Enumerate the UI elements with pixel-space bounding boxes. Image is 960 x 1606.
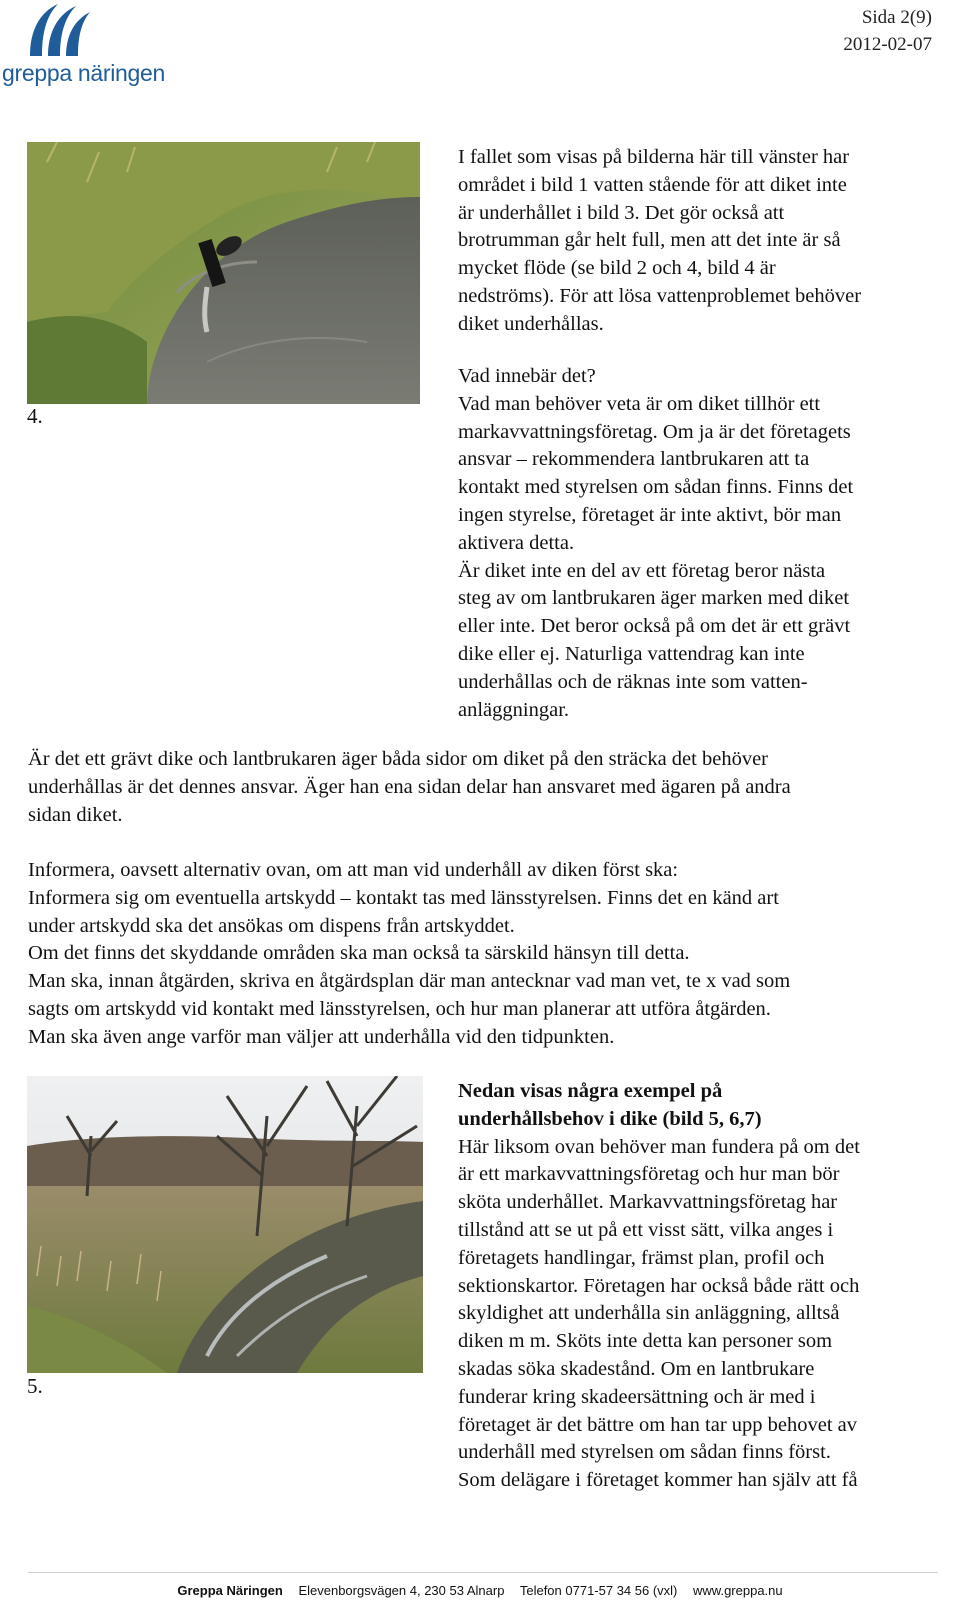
footer-company: Greppa Näringen (177, 1583, 283, 1598)
text-line: underhållas är det dennes ansvar. Äger han ena sidan delar han ansvaret med ägaren på andra (28, 775, 791, 798)
text-line: I fallet som visas på bilderna här till vänster har (458, 146, 850, 168)
text-line: nedströms). För att lösa vattenproblemet behöver (458, 284, 862, 307)
text-line: aktivera detta. (458, 531, 575, 554)
examples-section (458, 1078, 938, 1495)
photo-ditch (27, 1076, 423, 1373)
text-line: tillstånd att se ut på ett visst sätt, vilka anges i (458, 1218, 834, 1241)
text-line: anläggningar. (458, 698, 570, 721)
text-line: skadas söka skadestånd. Om en lantbrukare (458, 1357, 815, 1380)
text-line: sidan diket. (28, 803, 123, 826)
document-date: 2012-02-07 (843, 34, 932, 55)
text-line: sagts om artskydd vid kontakt med länsstyrelsen, och hur man planerar att utföra åtgärden. (28, 997, 771, 1020)
footer-phone: Telefon 0771-57 34 56 (vxl) (519, 1583, 678, 1598)
text-line: eller inte. Det beror också på om det är ett grävt (458, 615, 851, 638)
text-line: är ett markavvattningsföretag och hur man bör (458, 1163, 840, 1186)
text-line: underhåll med styrelsen om sådan finns först. (458, 1441, 831, 1464)
text-line: underhållas och de räknas inte som vatten- (458, 670, 808, 693)
text-line: mycket flöde (se bild 2 och 4, bild 4 är (458, 257, 776, 280)
logo-text: greppa näringen (2, 60, 166, 86)
text-line: dike eller ej. Naturliga vattendrag kan inte (458, 642, 805, 665)
text-line: kontakt med styrelsen om sådan finns. Finns det (458, 476, 854, 499)
text-line: steg av om lantbrukaren äger marken med diket (458, 587, 850, 610)
footer-website: www.greppa.nu (693, 1583, 783, 1598)
text-line: området i bild 1 vatten stående för att diket inte (458, 173, 847, 196)
footer (0, 1583, 960, 1598)
footer-divider (28, 1572, 938, 1573)
page-info (843, 4, 932, 58)
text-line: brotrumman går helt full, men att det inte är så (458, 229, 841, 252)
text-line: Vad man behöver veta är om diket tillhör ett (458, 392, 821, 415)
text-line: ingen styrelse, företaget är inte aktivt, bör man (458, 503, 842, 526)
greppa-logo (2, 0, 172, 92)
text-line: Man ska även ange varför man väljer att underhålla vid den tidpunkten. (28, 1025, 615, 1048)
page-number: Sida 2(9) (861, 7, 932, 28)
text-line: Informera, oavsett alternativ ovan, om att man vid underhåll av diken först ska: (28, 859, 679, 881)
text-line: markavvattningsföretag. Om ja är det företagets (458, 420, 851, 443)
text-line: Är diket inte en del av ett företag beror nästa (458, 559, 826, 582)
text-line: Vad innebär det? (458, 365, 596, 387)
intro-paragraph (458, 144, 938, 339)
text-line: Informera sig om eventuella artskydd – kontakt tas med länsstyrelsen. Finns det en känd art (28, 886, 779, 909)
text-line: företaget är det bättre om han tar upp behovet av (458, 1413, 858, 1436)
text-line: diket underhållas. (458, 312, 604, 335)
section-heading: underhållsbehov i dike (bild 5, 6,7) (458, 1107, 762, 1130)
inform-paragraph (28, 857, 938, 1052)
text-line: Om det finns det skyddande områden ska man också ta särskild hänsyn till detta. (28, 942, 690, 965)
text-line: är underhållet i bild 3. Det gör också att (458, 201, 785, 224)
section-heading: Nedan visas några exempel på (458, 1080, 723, 1102)
text-line: diken m m. Sköts inte detta kan personer som (458, 1330, 833, 1353)
text-line: Man ska, innan åtgärden, skriva en åtgärdsplan där man antecknar vad man vet, te x vad som (28, 970, 791, 993)
text-line: sköta underhållet. Markavvattningsföretag har (458, 1191, 838, 1214)
text-line: funderar kring skadeersättning och är med i (458, 1385, 816, 1408)
figure-4-label: 4. (27, 404, 43, 428)
text-line: under artskydd ska det ansökas om dispens från artskyddet. (28, 914, 515, 937)
text-line: sektionskartor. Företagen har också både rätt och (458, 1274, 860, 1297)
text-line: företagets handlingar, främst plan, profil och (458, 1246, 825, 1269)
greppa-wave-icon (24, 0, 94, 60)
text-line: Som delägare i företaget kommer han själv att få (458, 1469, 858, 1492)
responsibility-paragraph (458, 363, 938, 724)
ownership-paragraph (28, 746, 938, 829)
text-line: Är det ett grävt dike och lantbrukaren äger båda sidor om diket på den sträcka det behöver (28, 748, 768, 770)
text-line: ansvar – rekommendera lantbrukaren att ta (458, 448, 810, 471)
figure-5-label: 5. (27, 1374, 43, 1398)
text-line: Här liksom ovan behöver man fundera på om det (458, 1135, 860, 1158)
text-line: skyldighet att underhålla sin anläggning, alltså (458, 1302, 840, 1325)
photo-culvert (27, 142, 420, 404)
footer-address: Elevenborgsvägen 4, 230 53 Alnarp (298, 1583, 505, 1598)
